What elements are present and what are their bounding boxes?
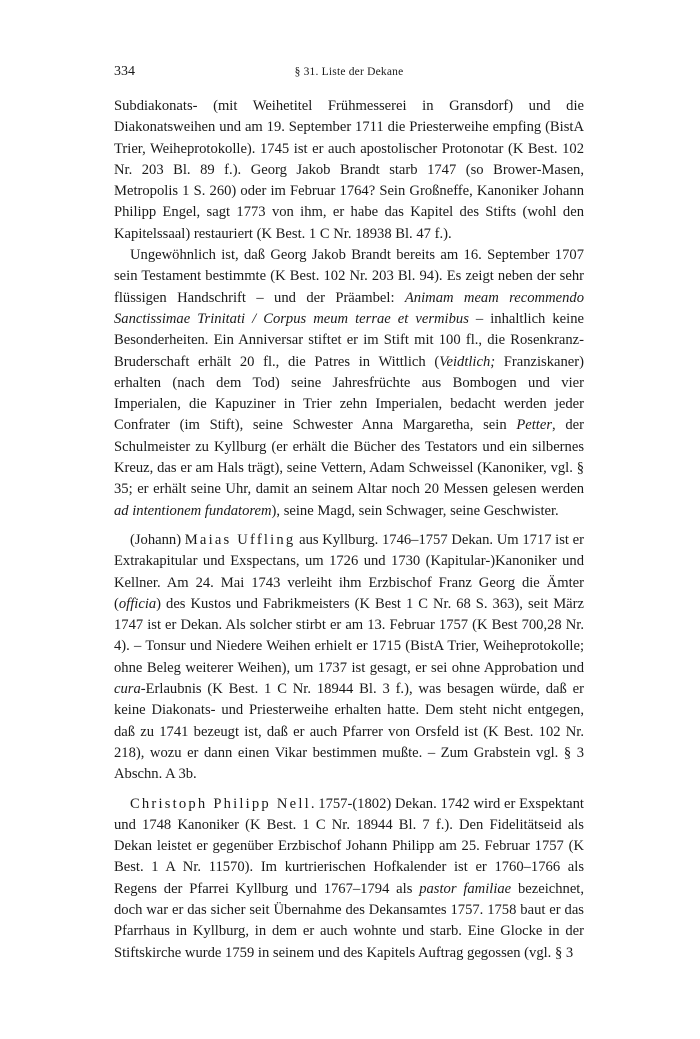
page-header: [114, 60, 584, 82]
latin-preamble: Animam meam recommendo Sanctissimae Trinitati / Corpus meum terrae et vermibus: [114, 289, 584, 327]
text-run: bezeichnet, doch war er das sicher seit Übernahme des Dekansamtes 1757. 1758 baut er das Pfarrhaus in Kyllburg, in dem er auch wohnte und starb. Eine Glocke in der Stiftskirche wurde 1759 in seinem und des Kapitels Auftrag gegossen (vgl. § 3: [114, 880, 585, 961]
text-run: Ungewöhnlich ist, daß Georg Jakob Brandt bereits am 16. September 1707 sein Testament bestimmte (K Best. 102 Nr. 203 Bl. 94). Es zeigt neben der sehr flüssigen Handschrift – und der Präambel:: [114, 247, 584, 306]
latin-term: officia: [118, 595, 157, 612]
paragraph-brandt-continued: [114, 96, 584, 245]
latin-phrase: ad intentionem fundatorem: [114, 502, 272, 519]
text-run: , der Schulmeister zu Kyllburg (er erhält die Bücher des Testators und ein silbernes Kreuz, das er am Hals trägt), seine Vettern, Adam Schweissel (Kanoniker, vgl. § 35; er erhält seine Uhr, damit an seinem Altar noch 20 Messen gelesen werden: [114, 417, 584, 498]
text-run: – inhaltlich keine Besonderheiten. Ein Anniversar stiftet er im Stift mit 100 fl., die Rosenkranz-Bruderschaft erhält 20 fl., die Patres in Wittlich (: [114, 310, 584, 370]
page-number: 334: [114, 64, 135, 79]
entry-uffling: [114, 530, 584, 786]
term-italic: Petter: [516, 417, 553, 434]
entry-nell: [114, 794, 584, 964]
latin-term: pastor familiae: [419, 880, 512, 897]
text-run: -Erlaubnis (K Best. 1 C Nr. 18944 Bl. 3 f.), was besagen würde, daß er keine Diakonats- und Priesterweihe erhalten hatte. Dem steht nicht entgegen, daß zu 1741 bezeugt ist, daß er auch Pfarrer von Orsfeld ist (K Best. 102 Nr. 218), wozu er dann einen Vikar bestimmen mußte. – Zum Grabstein vgl. § 3 Abschn. A 3b.: [114, 681, 584, 783]
body-text: [114, 96, 584, 964]
text-run: Franziskaner) erhalten (nach dem Tod) seine Jahresfrüchte aus Bombogen und vier Imperialen, die Kapuziner in Trier zehn Imperialen, bedacht werden jeder Confrater (im Stift), seine Schwester Anna Margaretha, sein: [114, 353, 584, 434]
book-page: [114, 60, 584, 964]
text-run: ), seine Magd, sein Schwager, seine Geschwister.: [271, 502, 559, 519]
text-run: ) des Kustos und Fabrikmeisters (K Best 1 C Nr. 68 S. 363), seit März 1747 ist er Dekan. Als solcher stirbt er am 13. Februar 1757 (K Best 700,28 Nr. 4). – Tonsur und Niedere Weihen erhielt er 1715 (BistA Trier, Weiheprotokolle; ohne Beleg weiterer Weihen), um 1737 ist gesagt, er sei ohne Approbation und: [114, 595, 584, 676]
person-name-spaced: Christoph Philipp Nell: [130, 795, 311, 812]
paragraph-brandt-testament: [114, 245, 584, 522]
text-run: (Johann): [130, 531, 185, 548]
place-name-italic: Veidtlich;: [439, 353, 496, 370]
text-run: aus Kyllburg. 1746–1757 Dekan. Um 1717 ist er Extrakapitular und Exspectans, um 1726 und 1730 (Kapitular-)Kanoniker und Kellner. Am 24. Mai 1743 verleiht ihm Erzbischof Franz Georg die Ämter (: [114, 531, 584, 612]
person-name-spaced: Maias Uffling: [184, 531, 296, 548]
text-run: Subdiakonats- (mit Weihetitel Frühmesserei in Gransdorf) und die Diakonatsweihen und am 19. September 1711 die Priesterweihe empfing (BistA Trier, Weiheprotokolle). 1745 ist er auch apostolischer Protonotar (K Best. 102 Nr. 203 Bl. 89 f.). Georg Jakob Brandt starb 1747 (so Brower-Masen, Metropolis 1 S. 260) oder im Februar 1764? Sein Großneffe, Kanoniker Johann Philipp Engel, sagt 1773 von ihm, er habe das Kapitel des Stifts (wohl den Kapitelssaal) restauriert (K Best. 1 C Nr. 18938 Bl. 47 f.).: [114, 98, 584, 242]
text-run: . 1757-(1802) Dekan. 1742 wird er Exspektant und 1748 Kanoniker (K Best. 1 C Nr. 18944 Bl. 7 f.). Den Fidelitätseid als Dekan leistet er gegenüber Erzbischof Johann Philipp am 25. Februar 1757 (K Best. 1 A Nr. 11570). Im kurtrierischen Hofkalender ist er 1760–1766 als Regens der Pfarrei Kyllburg und 1767–1794 als: [114, 795, 584, 897]
running-head: § 31. Liste der Dekane: [294, 66, 404, 78]
latin-term: cura: [114, 681, 141, 698]
